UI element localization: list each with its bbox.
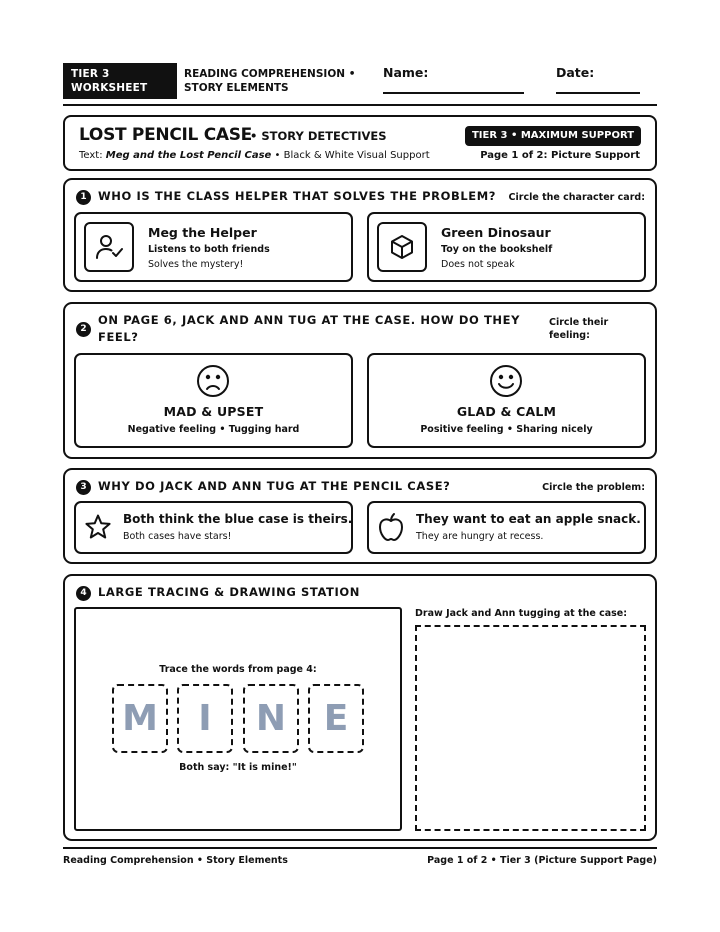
question-2-line1: ON PAGE 6, JACK AND ANN TUG AT THE CASE. HOW DO THEY: [98, 313, 521, 327]
problem-title: They want to eat an apple snack.: [416, 512, 641, 526]
book-title: Meg and the Lost Pencil Case: [105, 150, 272, 161]
name-field[interactable]: [383, 92, 524, 94]
person-check-icon: [84, 222, 134, 272]
footer-subject: Reading Comprehension • Story Elements: [63, 855, 288, 866]
card-title: Green Dinosaur: [441, 225, 551, 240]
card-detail: Does not speak: [441, 259, 515, 270]
instruction-line2: feeling:: [549, 330, 590, 341]
instruction-line1: Circle their: [549, 317, 609, 328]
card-detail: Solves the mystery!: [148, 259, 244, 270]
question-3-number: 3: [76, 480, 91, 495]
cube-icon: [377, 222, 427, 272]
name-label: Name:: [383, 65, 429, 80]
problem-card-stars[interactable]: [74, 501, 353, 554]
question-1-number: 1: [76, 190, 91, 205]
question-1-text: WHO IS THE CLASS HELPER THAT SOLVES THE PROBLEM?: [98, 189, 497, 203]
problem-title: Both think the blue case is theirs.: [123, 512, 353, 526]
subject-label: READING COMPREHENSION • STORY ELEMENTS: [184, 68, 356, 94]
question-4-number: 4: [76, 586, 91, 601]
question-1-instruction: Circle the character card:: [508, 192, 645, 203]
header-divider: [63, 104, 657, 106]
footer-divider: [63, 847, 657, 849]
support-level-pill: TIER 3 • MAXIMUM SUPPORT: [465, 126, 641, 146]
tier-badge-line2: WORKSHEET: [71, 82, 148, 94]
feeling-description: Negative feeling • Tugging hard: [127, 424, 300, 435]
question-2-instruction: [549, 316, 608, 342]
question-3-instruction: Circle the problem:: [542, 482, 645, 493]
tier-badge-line1: TIER 3: [71, 68, 110, 80]
date-field[interactable]: [556, 92, 640, 94]
problem-description: They are hungry at recess.: [416, 531, 544, 542]
text-suffix: • Black & White Visual Support: [271, 150, 430, 161]
footer-page: Page 1 of 2 • Tier 3 (Picture Support Page): [427, 855, 657, 866]
draw-instruction: Draw Jack and Ann tugging at the case:: [415, 608, 628, 619]
date-label: Date:: [556, 65, 595, 80]
worksheet-subtitle: • STORY DETECTIVES: [250, 129, 387, 143]
text-source: [79, 150, 430, 161]
trace-letter-box[interactable]: M: [112, 684, 168, 753]
text-prefix: Text:: [79, 150, 106, 161]
sad-face-icon: [196, 364, 230, 402]
happy-face-icon: [489, 364, 523, 402]
question-2-text: [98, 312, 528, 346]
card-detail: Listens to both friends: [148, 244, 270, 255]
apple-icon: [377, 512, 405, 546]
question-2-number: 2: [76, 322, 91, 337]
question-2-line2: FEEL?: [98, 330, 139, 344]
feeling-description: Positive feeling • Sharing nicely: [420, 424, 593, 435]
star-icon: [84, 513, 112, 545]
question-4-text: LARGE TRACING & DRAWING STATION: [98, 585, 360, 599]
question-3-text: WHY DO JACK AND ANN TUG AT THE PENCIL CASE?: [98, 479, 451, 493]
trace-instruction: Trace the words from page 4:: [159, 664, 317, 675]
problem-description: Both cases have stars!: [123, 531, 232, 542]
tier-badge: [63, 63, 177, 99]
feeling-title: MAD & UPSET: [163, 404, 264, 419]
card-detail: Toy on the bookshelf: [441, 244, 553, 255]
problem-card-apple[interactable]: [367, 501, 646, 554]
card-title: Meg the Helper: [148, 225, 257, 240]
page-indicator: Page 1 of 2: Picture Support: [480, 150, 640, 161]
drawing-area[interactable]: [415, 625, 646, 831]
trace-letter-box[interactable]: I: [177, 684, 233, 753]
trace-caption: Both say: "It is mine!": [179, 762, 297, 773]
trace-letter-box[interactable]: E: [308, 684, 364, 753]
worksheet-title: LOST PENCIL CASE: [79, 125, 252, 145]
trace-letter-box[interactable]: N: [243, 684, 299, 753]
feeling-title: GLAD & CALM: [456, 404, 557, 419]
